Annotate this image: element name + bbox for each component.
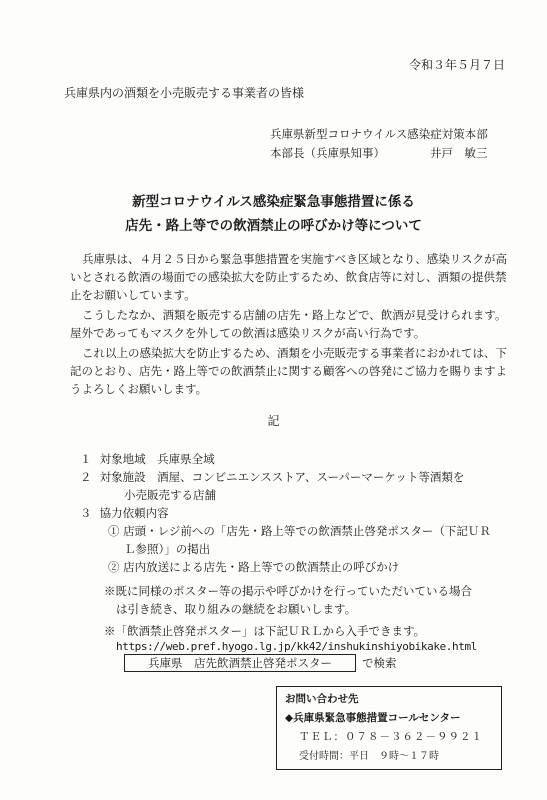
- sub-item-broadcast: ② 店内放送による店先・路上等での飲酒禁止の呼びかけ: [108, 560, 400, 574]
- note-continuation: は引き続き、取り組みの継続をお願いします。: [116, 602, 357, 616]
- document-title-line2: 店先・路上等での飲酒禁止の呼びかけ等について: [125, 218, 422, 234]
- contact-box: [276, 686, 502, 770]
- body-paragraph-2: こうしたなか、酒類を販売する店舗の店先・路上などで、飲酒が見受けられます。屋外であってもマスクを外しての飲酒は感染リスクが高い行為です。: [70, 308, 507, 340]
- list-item-text: 対象地域 兵庫県全域: [99, 452, 215, 466]
- list-item-target-facilities: [80, 468, 464, 486]
- sub-item-continuation: Ｌ参照）」の掲出: [124, 542, 211, 556]
- reception-hours: 受付時間：平日 ９時～１７時: [299, 751, 439, 762]
- list-item-continuation: 小売販売する店舗: [124, 488, 216, 502]
- poster-url: https://web.pref.hyogo.lg.jp/kk42/inshukinshiyobikake.html: [116, 640, 477, 653]
- sender-organization: 兵庫県新型コロナウイルス感染症対策本部: [270, 127, 488, 141]
- list-item-target-area: [80, 450, 215, 468]
- list-number: １: [80, 452, 92, 466]
- note-existing: ※既に同様のポスター等の掲示や呼びかけを行っていただいている場合: [104, 584, 472, 598]
- body-paragraph-1: 兵庫県は、４月２５日から緊急事態措置を実施すべき区域となり、感染リスクが高いとされる飲酒の場面での感染拡大を防止するため、飲食店等に対し、酒類の提供禁止をお願いしています。: [70, 252, 508, 302]
- body-text: [70, 250, 515, 400]
- sub-item-poster: ① 店頭・レジ前への「店先・路上等での飲酒禁止啓発ポスター（下記ＵＲ: [108, 524, 491, 538]
- contact-heading: お問い合わせ先: [285, 693, 359, 705]
- list-number: ２: [80, 470, 92, 484]
- addressee: 兵庫県内の酒類を小売販売する事業者の皆様: [64, 86, 305, 100]
- ki-heading: 記: [267, 414, 280, 428]
- issue-date: 令和３年５月７日: [408, 58, 505, 72]
- list-number: ３: [80, 506, 92, 520]
- search-suffix: で検索: [362, 656, 397, 670]
- body-paragraph-3: これ以上の感染拡大を防止するため、酒類を小売販売する事業者におかれては、下記のとおり、店先・路上等での飲酒禁止に関する顧客への啓発にご協力を賜りますようよろしくお願いします。: [70, 346, 508, 396]
- sender-title: 本部長（兵庫県知事）: [270, 146, 385, 160]
- list-item-request: [80, 504, 169, 522]
- phone-number: ＴＥＬ：０７８－３６２－９９２１: [299, 731, 483, 743]
- search-term-box: 兵庫県 店先飲酒禁止啓発ポスター: [124, 654, 356, 672]
- call-center-name: ◆兵庫県緊急事態措置コールセンター: [285, 712, 461, 724]
- document-title-line1: 新型コロナウイルス感染症緊急事態措置に係る: [132, 194, 415, 210]
- sender-name: 井戸 敏三: [430, 146, 488, 160]
- list-item-text: 対象施設 酒屋、コンビニエンスストア、スーパーマーケット等酒類を: [99, 470, 465, 484]
- note-poster: ※「飲酒禁止啓発ポスター」は下記ＵＲＬから入手できます。: [104, 624, 426, 638]
- list-item-text: 協力依頼内容: [99, 506, 169, 520]
